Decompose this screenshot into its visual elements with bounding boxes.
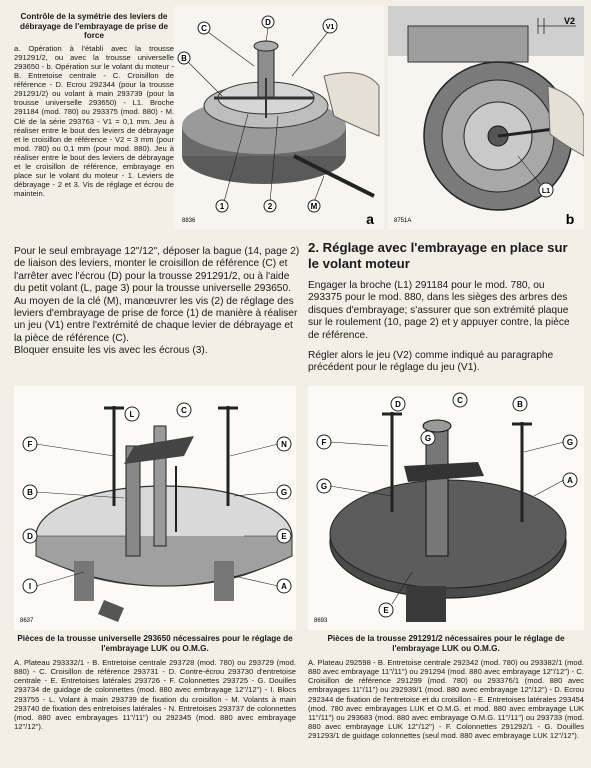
callout-m: M [310, 202, 318, 211]
callout-i: I [28, 582, 32, 591]
callout-f: F [27, 440, 33, 449]
figure-a-label: a [366, 211, 374, 227]
kit-caption-body: A. Plateau 293332/1 - B. Entretoise centrale 293728 (mod. 780) ou 293729 (mod. 880) - C. Croisillon de référence 293731 - D. Contre-écrou 293730 d'entretoise centrale - E. Entretoises latérales 293726 - F. Colonnettes 293725 - G. Douilles 293734 de guidage de colonnettes (mod. 880 avec embrayage 12"/12") - I. Blocs 293755 - L. Volant à main 293739 de fixation du croisillon - M. Volants à main 293740 de fixation des entretoises latérales - N. Entretoises 293737 de colonnettes (mod. 880 avec embrayages 11"/11") ou 292345 (mod. 880 avec embrayage 12"/12"). [14, 658, 296, 731]
callout-g-left: G [320, 482, 328, 491]
figure-a-bench-setup [174, 6, 384, 230]
callout-e: E [281, 532, 287, 541]
caption-title: Contrôle de la symétrie des leviers de débrayage de l'embrayage de prise de force [19, 12, 169, 41]
figure-c-code: 8637 [20, 618, 34, 624]
callout-b: B [517, 400, 523, 409]
callout-b: B [181, 54, 187, 63]
callout-c: C [201, 24, 207, 33]
callout-f: F [321, 438, 327, 447]
callout-a: A [567, 476, 573, 485]
bottom-right-caption [308, 634, 584, 740]
right-paragraph-2: Régler alors le jeu (V2) comme indiqué au paragraphe précédent pour le réglage du jeu (V1). [308, 350, 554, 374]
caption-body: a. Opération à l'établi avec la trousse 291291/2, ou avec la trousse universelle 293650 - b. Opération sur le volant du moteur - B. Entretoise centrale - C. Croisillon de référence - D. Ecrou 292344 (pour la trousse 291291/2) ou volant à main 293739 (pour la trousse universelle 293650) - L1. Broche 291184 (mod. 780) ou 293375 (mod. 880) - M. Clé de la série 293763 - V1 = 0,1 mm. Jeu à réaliser entre le bout des leviers de débrayage et le croisillon de référence - V2 = 3 mm (pour mod. 780) ou 0,1 mm (pour mod. 880). Jeu à réaliser entre le bout des leviers de débrayage et le croisillon de référence, embrayage en place sur le volant du moteur - 1. Leviers de débrayage - 2 et 3. Vis de réglage et écrou de maintein. [14, 43, 174, 199]
callout-v1: V1 [325, 24, 335, 31]
callout-d: D [265, 18, 271, 27]
callout-2: 2 [267, 202, 273, 211]
kit-caption-title-2: Pièces de la trousse 291291/2 nécessaires pour le réglage de l'embrayage LUK ou O.M.G. [327, 634, 565, 653]
section-heading: 2. Réglage avec l'embrayage en place sur le volant moteur [308, 240, 568, 271]
paragraph-2: Au moyen de la clé (M), manœuvrer les vis (2) de réglage des leviers d'embrayage de prise de force (1) de manière à réaliser un jeu (V1) entre l'extrémité de chaque levier de débrayage et la pièce de référence (C). [14, 295, 298, 344]
figure-a-code: 8836 [182, 218, 196, 224]
callout-a: A [281, 582, 287, 591]
callout-d: D [27, 532, 33, 541]
figure-d-code: 8693 [314, 618, 328, 624]
callout-v2: V2 [564, 16, 576, 26]
kit-caption-body-2: A. Plateau 292598 - B. Entretoise centrale 292342 (mod. 780) ou 293382/1 (mod. 880 avec embrayage 11"/11") ou 291294 (mod. 880 avec embrayage 12"/12") - C. Croisillon de référence 291299 (mod. 780) ou 293376/1 (mod. 880 avec embrayages 11"/11") ou 292939/1 (mod. 880 avec embrayage 12"/12") - D. Ecrou 292344 de fixation de l'entretoise et du croisillon - E. Entretoises latérales 293454 (mod. 780 avec embrayages LUK et O.M.G. et mod. 880 avec embrayage LUK 11"/11") ou 293683 (mod. 880 avec embrayage O.M.G. 11"/11") ou 293733 (mod. 880 avec embrayage LUK 12"/12") - F. Colonnettes 291292/1 - G. Douilles 291293/1 de guidage colonnettes (seul mod. 880 avec embrayage LUK 12"/12"). [308, 658, 584, 740]
callout-c: C [181, 406, 187, 415]
figure-kit-291291 [308, 386, 584, 630]
paragraph-3: Bloquer ensuite les vis avec les écrous (3). [14, 345, 208, 357]
callout-n: N [281, 440, 287, 449]
callout-l: L [129, 410, 135, 419]
callout-1: 1 [219, 202, 225, 211]
callout-g-right: G [566, 438, 574, 447]
callout-e: E [383, 606, 389, 615]
figure-b-label: b [565, 211, 575, 227]
figure-a-drawing [174, 6, 384, 230]
callout-d: D [395, 400, 401, 409]
figure-c-drawing [14, 386, 296, 630]
callout-l1: L1 [541, 188, 551, 195]
left-body-text [14, 246, 302, 358]
kit-caption-title: Pièces de la trousse universelle 293650 nécessaires pour le réglage de l'embrayage LUK ou O.M.G. [17, 634, 293, 653]
figure-universal-kit [14, 386, 296, 630]
callout-c: C [457, 396, 463, 405]
callout-g-center: G [424, 434, 432, 443]
figure-b-drawing [388, 6, 584, 230]
top-left-caption [14, 12, 174, 198]
figure-b-code: 8751A [394, 218, 412, 224]
right-paragraph-1: Engager la broche (L1) 291184 pour le mod. 780, ou 293375 pour le mod. 880, dans les sièges des arbres des disques d'embrayage; s'assurer que son extrémité plaque sur le roulement (10, page 2) et y appuyer contre, la pièce de référence. [308, 280, 570, 341]
figure-b-flywheel-setup [388, 6, 584, 230]
callout-b: B [27, 488, 33, 497]
paragraph-1: Pour le seul embrayage 12"/12", déposer la bague (14, page 2) de liaison des leviers, monter le croisillon de référence (C) et l'arrêter avec l'écrou (D) pour la trousse 291291/2, ou à l'aide du petit volant (L, page 3) pour la trousse universelle 293650. [14, 246, 300, 295]
figure-d-drawing [308, 386, 584, 630]
bottom-left-caption [14, 634, 296, 731]
right-section [308, 240, 580, 375]
callout-g: G [280, 488, 288, 497]
